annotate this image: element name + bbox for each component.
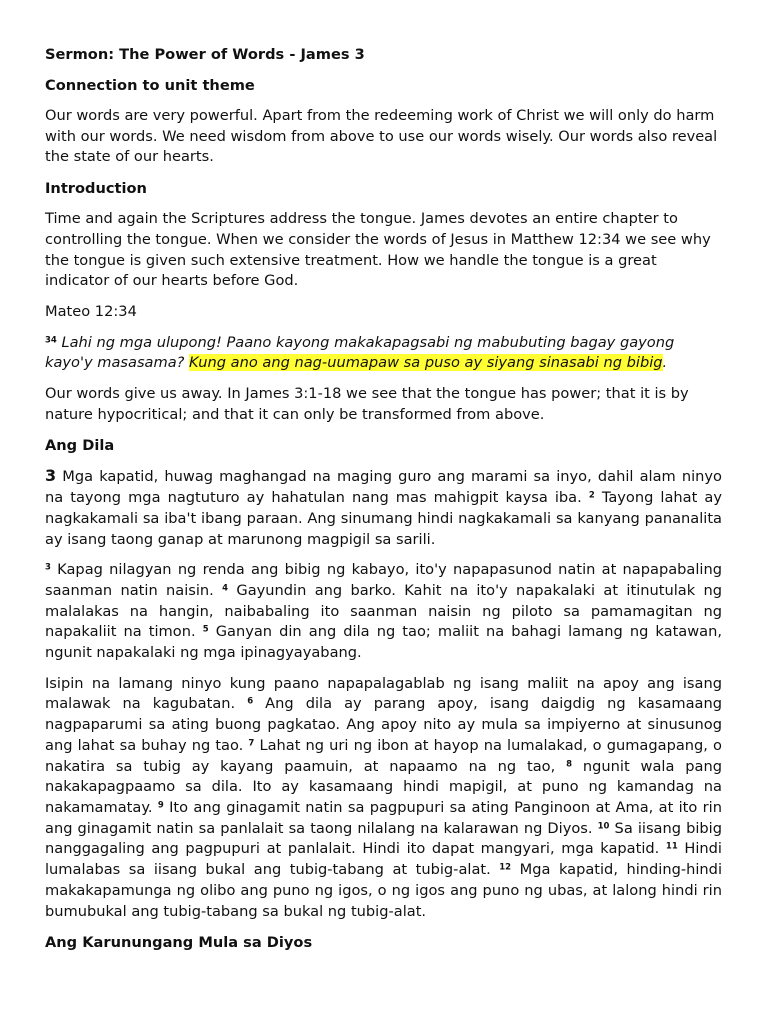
verse-end: . bbox=[662, 354, 668, 372]
scripture-reference: Mateo 12:34 bbox=[45, 302, 137, 320]
verse-text: Lahi ng mga ulupong! Paano kayong makakapagsabi ng mabubuting bagay gayong kayo'y masasama? bbox=[45, 333, 675, 372]
highlighted-verse-text: Kung ano ang nag-uumapaw sa puso ay siyang sinasabi ng bibig bbox=[189, 354, 663, 372]
james-3-1-2: 3 Mga kapatid, huwag maghangad na maging guro ang marami sa inyo, dahil alam ninyo na tayong mga nagtuturo ay hahatulan nang mas mahigpit kaysa iba. $^2$ Tayong lahat ay nagkakamali sa iba't ibang paraan. Ang sinumang hindi nagkakamali sa kanyang pananalita ay isang taong ganap at marunong magpigil sa sarili. bbox=[45, 466, 723, 548]
introduction-heading: Introduction bbox=[45, 180, 147, 198]
james-3-3-5: $^3$ Kapag nilagyan ng renda ang bibig ng kabayo, ito'y napapasunod natin at napapabaling saanman natin naisin. $^4$ Gayundin ang barko. Kahit na ito'y napakalaki at itinutulak ng malalakas na hangin, naibabaling ito saanman naisin ng piloto sa pamamagitan ng napakaliit na timon. $^5$ Ganyan din ang dila ng tao; maliit na bahagi lamang ng katawan, ngunit napakalaki ng mga ipinagyayabang. bbox=[45, 561, 723, 662]
sermon-title: Sermon: The Power of Words - James 3 bbox=[45, 46, 365, 63]
chapter-number: 3 bbox=[45, 466, 57, 486]
connection-paragraph: Our words are very powerful. Apart from the redeeming work of Christ we will only do harm with our words. We need wisdom from above to use our words wisely. Our words also reveal the state of our hearts. bbox=[45, 107, 718, 166]
verse-number: 34 bbox=[45, 334, 57, 345]
karunungan-heading: Ang Karunungang Mula sa Diyos bbox=[45, 934, 313, 952]
scripture-quote bbox=[45, 333, 722, 374]
introduction-paragraph: Time and again the Scriptures address the tongue. James devotes an entire chapter to controlling the tongue. When we consider the words of Jesus in Matthew 12:34 we see why the tongue is given such extensive treatment. How we handle the tongue is a great indicator of our hearts before God. bbox=[45, 210, 711, 290]
james-3-5-12: Isipin na lamang ninyo kung paano napapalagablab ng isang maliit na apoy ang isang malawak na kagubatan. $^6$ Ang dila ay parang apoy, isang daigdig ng kasamaang nagpaparumi sa ating buong pagkatao. Ang apoy nito ay mula sa impiyerno at sinusunog ang lahat sa buhay ng tao. $^7$ Lahat ng uri ng ibon at hayop na lumalakad, o gumagapang, o nakatira sa tubig ay kayang paamuin, at napaamo na ng tao, $^8$ ngunit wala pang nakakapagpaamo sa dila. Ito ay kasamaang hindi mapigil, at puno ng kamandag na nakamamatay. $^9$ Ito ang ginagamit natin sa pagpupuri sa ating Panginoon at Ama, at ito rin ang ginagamit natin sa panlalait sa taong nilalang na kalarawan ng Diyos. $^{10}$ Sa iisang bibig nanggagaling ang pagpupuri at panlalait. Hindi ito dapat mangyari, mga kapatid. $^{11}$ Hindi lumalabas sa iisang bukal ang tubig-tabang at tubig-alat. $^{12}$ Mga kapatid, hinding-hindi makakapamunga ng olibo ang puno ng igos, o ng igos ang puno ng ubas, at lalong hindi rin bumubukal ang tubig-tabang sa bukal ng tubig-alat. bbox=[45, 674, 722, 920]
document-page bbox=[45, 44, 722, 963]
dila-heading: Ang Dila bbox=[45, 437, 115, 455]
followup-paragraph: Our words give us away. In James 3:1-18 we see that the tongue has power; that it is by nature hypocritical; and that it can only be transformed from above. bbox=[45, 385, 689, 423]
connection-heading: Connection to unit theme bbox=[45, 77, 255, 94]
